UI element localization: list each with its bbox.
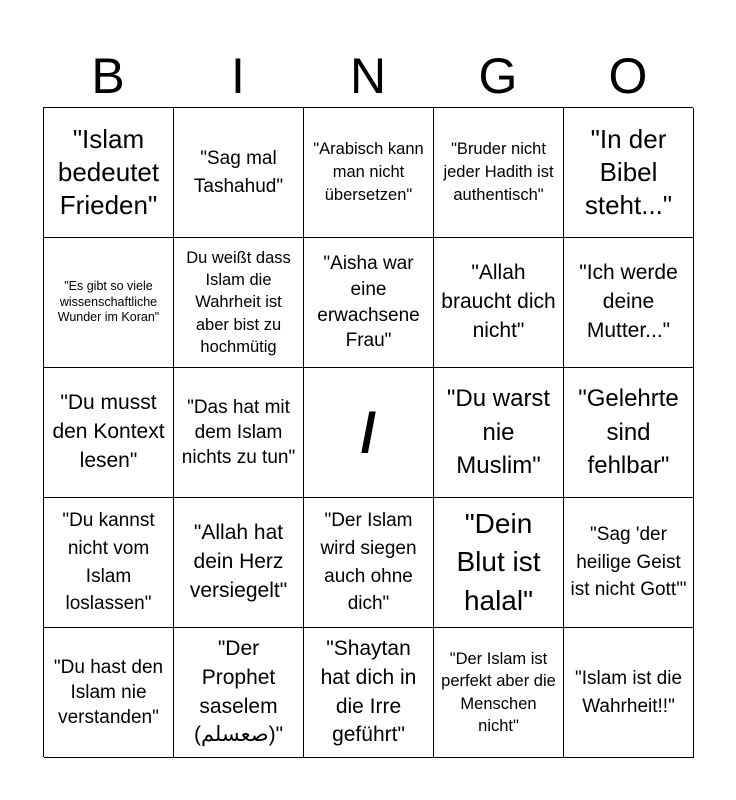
bingo-cell <box>304 238 434 368</box>
cell-text: "Du musst den Kontext lesen" <box>52 391 165 472</box>
bingo-cell <box>434 498 564 628</box>
cell-text: "Ich werde deine Mutter..." <box>579 261 678 342</box>
header-letter-b: B <box>91 48 125 104</box>
bingo-cell <box>304 108 434 238</box>
bingo-cell <box>564 238 694 368</box>
bingo-cell <box>44 108 174 238</box>
free-space-mark: / <box>360 400 377 464</box>
cell-text: "Sag 'der heilige Geist ist nicht Gott'" <box>570 524 687 601</box>
bingo-cell <box>174 238 304 368</box>
bingo-cell <box>564 498 694 628</box>
cell-text: "Du kannst nicht vom Islam loslassen" <box>62 510 155 615</box>
header-letter-n: N <box>349 48 387 104</box>
bingo-cell <box>304 628 434 758</box>
bingo-cell <box>564 368 694 498</box>
bingo-cell <box>564 108 694 238</box>
header-letter-o: O <box>608 48 648 104</box>
cell-text: "Islam ist die Wahrheit!!" <box>574 667 683 717</box>
cell-text: "Sag mal Tashahud" <box>193 147 284 197</box>
bingo-cell <box>44 498 174 628</box>
bingo-cell <box>434 628 564 758</box>
bingo-grid <box>43 107 693 757</box>
bingo-cell <box>434 238 564 368</box>
bingo-cell <box>434 108 564 238</box>
bingo-cell <box>44 628 174 758</box>
cell-text: "Allah hat dein Herz versiegelt" <box>189 521 288 602</box>
bingo-cell <box>174 628 304 758</box>
cell-text: Du weißt dass Islam die Wahrheit ist aber bist zu hochmütig <box>186 249 291 356</box>
bingo-cell <box>434 368 564 498</box>
free-space-cell <box>304 368 434 498</box>
cell-text: "Aisha war eine erwachsene Frau" <box>317 252 420 352</box>
cell-text: "Bruder nicht jeder Hadith ist authentisch" <box>443 139 554 205</box>
cell-text: "Islam bedeutet Frieden" <box>57 123 160 221</box>
header-letter-i: I <box>231 48 245 104</box>
bingo-cell <box>174 368 304 498</box>
cell-text: "Arabisch kann man nicht übersetzen" <box>313 139 424 205</box>
bingo-cell <box>304 498 434 628</box>
cell-text: "Das hat mit dem Islam nichts zu tun" <box>181 396 296 469</box>
bingo-cell <box>44 368 174 498</box>
bingo-header <box>43 46 693 106</box>
cell-text: "Dein Blut ist halal" <box>456 507 541 616</box>
cell-text: "Du hast den Islam nie verstanden" <box>53 656 164 729</box>
cell-text: "Der Islam ist perfekt aber die Menschen nicht" <box>441 649 556 735</box>
cell-text: "In der Bibel steht..." <box>584 123 673 221</box>
cell-text: "Der Prophet saselem (صعسلم)" <box>193 636 284 747</box>
bingo-cell <box>564 628 694 758</box>
bingo-cell <box>44 238 174 368</box>
header-letter-g: G <box>478 48 518 104</box>
cell-text: "Es gibt so viele wissenschaftliche Wunder im Koran" <box>57 279 160 325</box>
cell-text: "Shaytan hat dich in die Irre geführt" <box>320 636 417 747</box>
cell-text: "Gelehrte sind fehlbar" <box>578 385 679 480</box>
cell-text: "Du warst nie Muslim" <box>446 385 551 480</box>
cell-text: "Der Islam wird siegen auch ohne dich" <box>320 510 417 615</box>
bingo-cell <box>174 108 304 238</box>
bingo-cell <box>174 498 304 628</box>
cell-text: "Allah braucht dich nicht" <box>441 261 556 342</box>
